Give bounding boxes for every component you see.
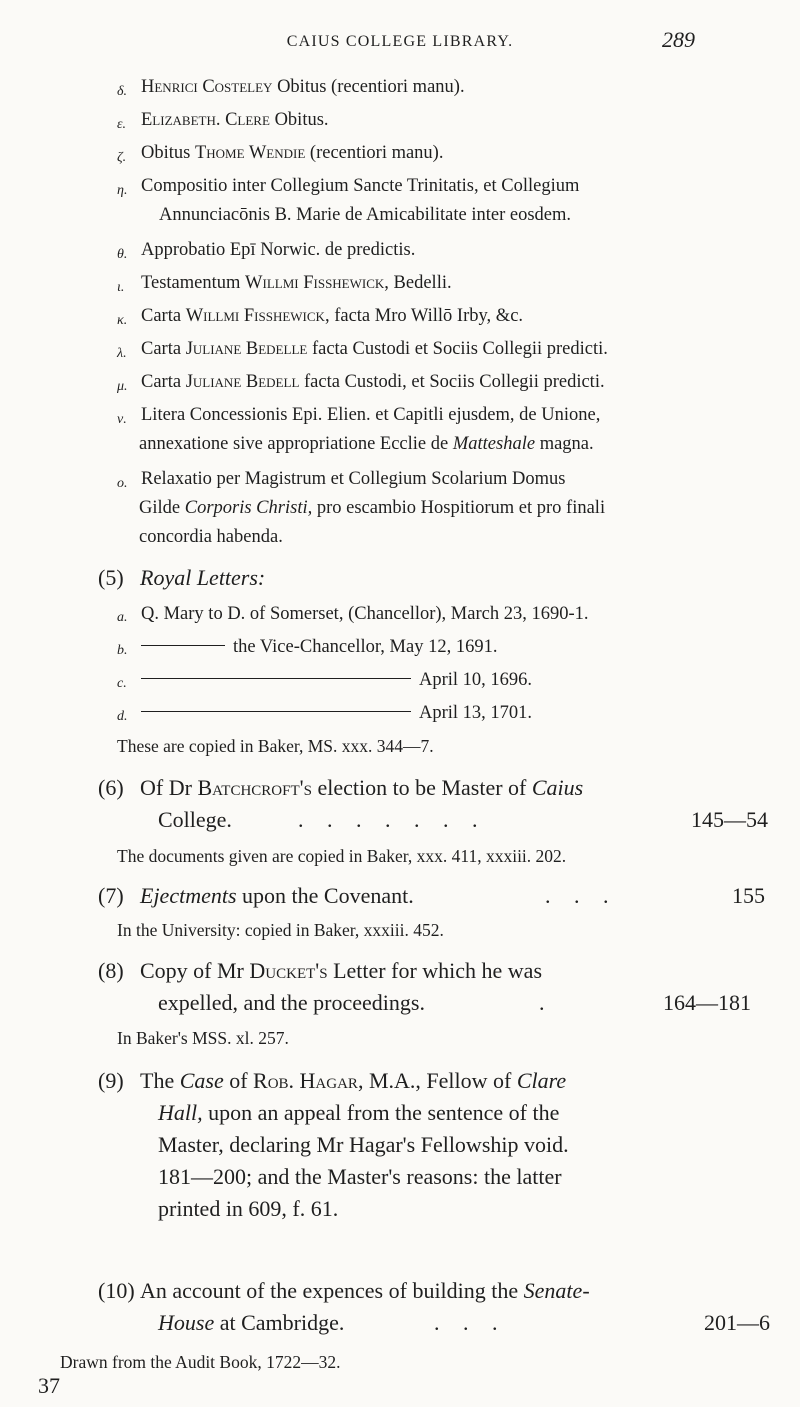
section-note: In Baker's MSS. xl. 257. bbox=[117, 1028, 289, 1048]
letter-text: April 13, 1701. bbox=[419, 703, 533, 723]
entry-mark: δ. bbox=[117, 84, 128, 99]
section-name: Clare bbox=[516, 1068, 567, 1093]
entry-text: , facta Mro Willō Irby, &c. bbox=[324, 306, 524, 326]
entry-text: , Bedelli. bbox=[384, 273, 452, 293]
entry-text: facta Custodi et Sociis Collegii predicti. bbox=[307, 339, 608, 359]
leader-dots: . bbox=[539, 990, 554, 1015]
letter-text: April 10, 1696. bbox=[419, 670, 533, 690]
section-ejectments bbox=[98, 880, 768, 912]
ditto-dash bbox=[141, 711, 411, 712]
entry-text-cont: Annunciacōnis B. Marie de Amicabilitate inter eosdem. bbox=[159, 205, 572, 225]
section-note: The documents given are copied in Baker, xxx. 411, xxxiii. 202. bbox=[117, 846, 567, 866]
entry-text-cont: concordia habenda. bbox=[139, 527, 283, 547]
entry-text: Obitus bbox=[141, 143, 195, 163]
ditto-dash bbox=[141, 678, 411, 679]
letter-c bbox=[117, 667, 777, 694]
entry-mark: ν. bbox=[117, 412, 127, 427]
entry-mark: η. bbox=[117, 183, 128, 198]
section-note: In the University: copied in Baker, xxxiii. 452. bbox=[117, 920, 444, 940]
section-name: Ejectments bbox=[140, 883, 237, 908]
page-range: 201—6 bbox=[704, 1310, 770, 1335]
signature-mark: 37 bbox=[38, 1373, 60, 1398]
section-text: Master, declaring Mr Hagar's Fellowship void. bbox=[158, 1132, 569, 1157]
entry-eta bbox=[117, 173, 767, 229]
entry-name: Thome Wendie bbox=[194, 143, 306, 163]
letter-d bbox=[117, 700, 777, 727]
entry-name: Willmi Fisshewick bbox=[185, 306, 325, 326]
section-text: expelled, and the proceedings. bbox=[158, 990, 425, 1015]
entry-place: Corporis Christi, bbox=[184, 498, 313, 518]
entry-mark: θ. bbox=[117, 247, 128, 262]
section-text: election to be Master of bbox=[311, 775, 532, 800]
section-text: 181—200; and the Master's reasons: the latter bbox=[158, 1164, 562, 1189]
entry-text: Obitus (recentiori manu). bbox=[272, 77, 465, 97]
section-hagar bbox=[98, 1065, 778, 1225]
letter-text: Q. Mary to D. of Somerset, (Chancellor), March 23, 1690-1. bbox=[141, 604, 589, 624]
entry-name: Juliane Bedell bbox=[185, 372, 300, 392]
letter-b bbox=[117, 634, 777, 661]
entry-text: Carta bbox=[141, 372, 186, 392]
entry-kappa bbox=[117, 303, 757, 330]
section-text: College. bbox=[158, 807, 232, 832]
letter-mark: b. bbox=[117, 643, 128, 658]
section-batchcroft bbox=[98, 772, 768, 836]
letter-text: the Vice-Chancellor, May 12, 1691. bbox=[233, 637, 498, 657]
page-header bbox=[0, 27, 800, 67]
entry-zeta bbox=[117, 140, 757, 167]
entry-text-cont: Gilde bbox=[139, 498, 185, 518]
letter-a bbox=[117, 601, 777, 628]
section-royal-letters bbox=[98, 562, 758, 594]
section-text: of bbox=[223, 1068, 254, 1093]
entry-text: Relaxatio per Magistrum et Collegium Scolarium Domus bbox=[141, 469, 566, 489]
section-text: Copy of Mr bbox=[140, 958, 250, 983]
section-number: (8) bbox=[98, 958, 124, 983]
section-name: House bbox=[158, 1310, 215, 1335]
entry-text: Carta bbox=[141, 306, 186, 326]
section-note: Drawn from the Audit Book, 1722—32. bbox=[60, 1352, 341, 1372]
letter-mark: c. bbox=[117, 676, 127, 691]
entry-name: Willmi Fisshewick bbox=[245, 273, 385, 293]
section-name: Batchcroft's bbox=[197, 775, 312, 800]
entry-nu bbox=[117, 402, 767, 458]
entry-text: facta Custodi, et Sociis Collegii predicti. bbox=[299, 372, 605, 392]
section-name: Case bbox=[179, 1068, 224, 1093]
section-name: Caius bbox=[531, 775, 584, 800]
entry-delta bbox=[117, 74, 757, 101]
entry-mark: ζ. bbox=[117, 150, 127, 165]
entry-mark: λ. bbox=[117, 346, 127, 361]
entry-text-cont: magna. bbox=[535, 434, 594, 454]
section-number: (9) bbox=[98, 1068, 124, 1093]
section-text: , M.A., Fellow of bbox=[357, 1068, 517, 1093]
entry-text-cont: pro escambio Hospitiorum et pro finali bbox=[312, 498, 606, 518]
entry-text: Compositio inter Collegium Sancte Trinitatis, et Collegium bbox=[141, 176, 580, 196]
section-name: Hall, bbox=[158, 1100, 203, 1125]
section-text: at Cambridge. bbox=[214, 1310, 345, 1335]
page-range: 145—54 bbox=[691, 807, 768, 832]
entry-text-cont: annexatione sive appropriatione Ecclie de bbox=[139, 434, 453, 454]
section-text: Of Dr bbox=[140, 775, 198, 800]
leader-dots: . . . bbox=[434, 1310, 507, 1335]
letter-mark: d. bbox=[117, 709, 128, 724]
entry-text: Carta bbox=[141, 339, 186, 359]
section-text: upon an appeal from the sentence of the bbox=[202, 1100, 560, 1125]
entry-mark: ο. bbox=[117, 476, 128, 491]
entry-mark: ι. bbox=[117, 280, 125, 295]
section-text: An account of the expences of building the bbox=[140, 1278, 524, 1303]
ditto-dash bbox=[141, 645, 225, 646]
section-ducket bbox=[98, 955, 768, 1019]
section-text: printed in 609, f. 61. bbox=[158, 1196, 339, 1221]
page-number: 289 bbox=[662, 27, 695, 52]
entry-name: Henrici Costeley bbox=[141, 77, 273, 97]
entry-lambda bbox=[117, 336, 767, 363]
running-title: CAIUS COLLEGE LIBRARY. bbox=[286, 33, 514, 50]
entry-text: (recentiori manu). bbox=[305, 143, 444, 163]
section-number: (10) bbox=[98, 1278, 135, 1303]
section-text: Letter for which he was bbox=[327, 958, 543, 983]
section-number: (6) bbox=[98, 775, 124, 800]
leader-dots: . . . . . . . bbox=[298, 807, 487, 832]
section-name: Senate- bbox=[523, 1278, 590, 1303]
letter-mark: a. bbox=[117, 610, 128, 625]
entry-theta bbox=[117, 237, 757, 264]
section-name: Rob. Hagar bbox=[253, 1068, 358, 1093]
section-title: Royal Letters: bbox=[140, 565, 266, 590]
entry-mark: κ. bbox=[117, 313, 128, 328]
entry-epsilon bbox=[117, 107, 757, 134]
entry-place: Matteshale bbox=[452, 434, 536, 454]
entry-omicron bbox=[117, 466, 767, 551]
entry-mark: ε. bbox=[117, 117, 127, 132]
entry-text: Obitus. bbox=[269, 110, 329, 130]
entry-name: Juliane Bedelle bbox=[185, 339, 308, 359]
entry-text: Litera Concessionis Epi. Elien. et Capitli ejusdem, de Unione, bbox=[141, 405, 601, 425]
section-text: The bbox=[140, 1068, 180, 1093]
section-text: upon the Covenant. bbox=[236, 883, 414, 908]
entry-mu bbox=[117, 369, 767, 396]
page-range: 155 bbox=[732, 883, 765, 908]
section-senate-house bbox=[98, 1275, 778, 1339]
leader-dots: . . . bbox=[545, 883, 618, 908]
entry-mark: μ. bbox=[117, 379, 128, 394]
section-number: (5) bbox=[98, 565, 124, 590]
entry-iota bbox=[117, 270, 757, 297]
section-name: Ducket's bbox=[249, 958, 328, 983]
entry-name: Elizabeth. Clere bbox=[141, 110, 270, 130]
page-range: 164—181 bbox=[663, 990, 751, 1015]
entry-text: Testamentum bbox=[141, 273, 246, 293]
entry-text: Approbatio Epī Norwic. de predictis. bbox=[141, 240, 416, 260]
section-note: These are copied in Baker, MS. xxx. 344—7. bbox=[117, 736, 434, 756]
section-number: (7) bbox=[98, 883, 124, 908]
